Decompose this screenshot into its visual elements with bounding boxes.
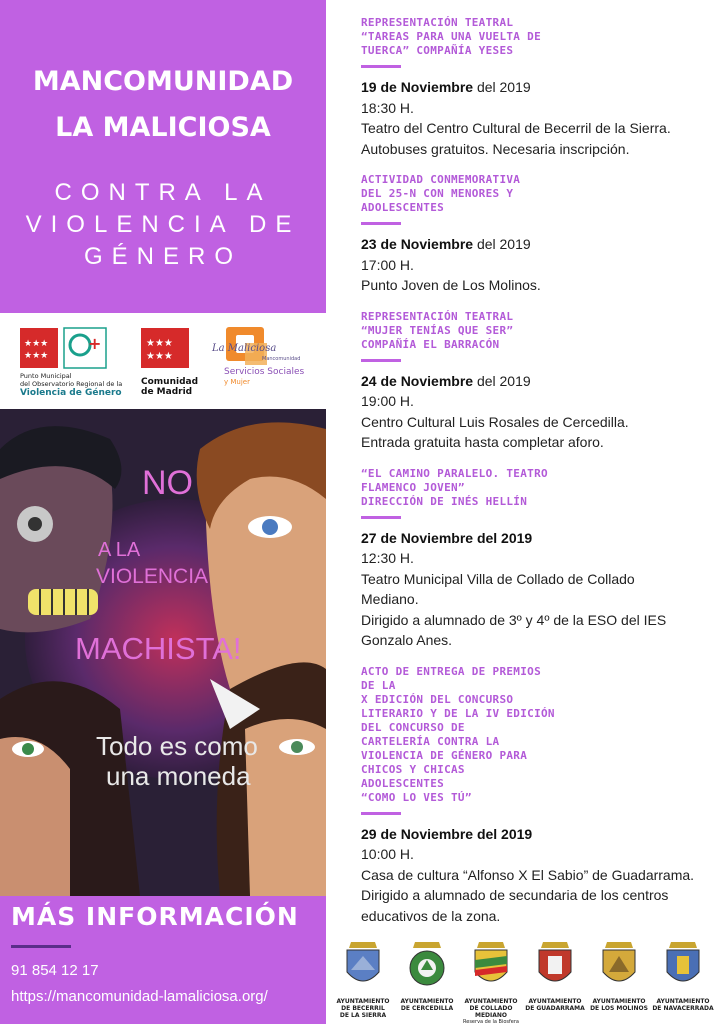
poster-violencia: VIOLENCIA	[96, 565, 209, 588]
crest-label-line1: AYUNTAMIENTO	[464, 998, 518, 1005]
event-title: REPRESENTACIÓN TEATRAL “MUJER TENÍAS QUE SER” COMPAÑÍA EL BARRACÓN	[361, 309, 514, 351]
maliciosa-services	[224, 367, 304, 387]
event-date	[361, 824, 713, 845]
poster-machista: MACHISTA!	[75, 631, 242, 666]
crest-label-line2: DE LOS MOLINOS	[590, 1005, 648, 1012]
crest-label-line3: DE LA SIERRA	[339, 1012, 387, 1019]
event-line: Teatro del Centro Cultural de Becerril de la Sierra.	[361, 120, 671, 136]
event-date	[361, 77, 713, 98]
crest-collado-mediano-icon	[469, 936, 513, 992]
event-date	[361, 234, 713, 255]
municipality-crests	[332, 936, 724, 1024]
contact-phone[interactable]: 91 854 12 17	[11, 962, 99, 979]
maliciosa-services1: Servicios Sociales	[224, 367, 305, 377]
event-date-bold: 27 de Noviembre del 2019	[361, 529, 533, 546]
crest-guadarrama	[524, 936, 586, 1012]
event-line: 12:30 H.	[361, 550, 414, 566]
maliciosa-services2: y Mujer	[224, 378, 250, 386]
event-line: 19:00 H.	[361, 393, 414, 409]
event-date-bold: 29 de Noviembre del 2019	[361, 825, 533, 842]
event-date-rest: del 2019	[473, 236, 531, 252]
org-title-line1: MANCOMUNIDAD	[32, 66, 294, 97]
svg-text:+: +	[88, 334, 102, 353]
crest-label	[396, 998, 458, 1012]
event-line: Mediano.	[361, 591, 419, 607]
event-divider	[361, 65, 401, 68]
svg-text:★★★: ★★★	[24, 339, 49, 349]
svg-text:★★★: ★★★	[24, 351, 49, 361]
event-details	[361, 528, 713, 651]
event-details	[361, 234, 713, 296]
event-details	[361, 824, 713, 927]
crest-navacerrada-icon	[661, 936, 705, 992]
event-date-bold: 23 de Noviembre	[361, 236, 474, 252]
madrid-line1: Comunidad	[141, 377, 199, 387]
event-date-bold: 24 de Noviembre	[361, 372, 474, 389]
crest-label	[332, 998, 394, 1019]
event-item	[361, 310, 713, 453]
crest-label-line2: DE CERCEDILLA	[400, 1005, 454, 1012]
crest-cercedilla-icon	[405, 936, 449, 992]
event-title: “EL CAMINO PARALELO. TEATRO FLAMENCO JOVEN” DIRECCIÓN DE INÉS HELLÍN	[361, 466, 548, 508]
event-line: Casa de cultura “Alfonso X El Sabio” de Guadarrama.	[361, 866, 695, 883]
crest-label-line1: AYUNTAMIENTO	[592, 998, 646, 1005]
crest-label-line2: DE BECERRIL	[341, 1005, 385, 1012]
event-line: Autobuses gratuitos. Necesaria inscripción.	[361, 140, 630, 157]
madrid-line2: de Madrid	[141, 387, 193, 397]
event-item	[361, 665, 713, 927]
event-line: educativos de la zona.	[361, 907, 501, 924]
event-item	[361, 173, 713, 296]
punto-municipal-logo	[20, 328, 106, 368]
event-line: 18:30 H.	[361, 99, 414, 116]
event-line: Dirigido a alumnado de 3º y 4º de la ESO del IES	[361, 611, 667, 628]
events-list	[361, 16, 713, 940]
contact-title: MÁS INFORMACIÓN	[11, 902, 299, 931]
crest-los-molinos	[588, 936, 650, 1012]
crest-collado-mediano	[460, 936, 522, 1026]
poster-todo: Todo es como	[96, 731, 258, 761]
event-line: Teatro Municipal Villa de Collado de Collado	[361, 570, 635, 587]
comunidad-madrid-logo	[141, 328, 189, 368]
crest-label	[652, 998, 714, 1012]
campaign-line2: VIOLENCIA DE	[25, 211, 301, 238]
crest-navacerrada	[652, 936, 714, 1012]
svg-text:★★★: ★★★	[146, 338, 173, 349]
poster-no: NO	[142, 464, 193, 502]
crest-label-line1: AYUNTAMIENTO	[336, 998, 390, 1005]
event-line: Dirigido a alumnado de secundaria de los centros	[361, 887, 669, 903]
punto-line2: del Observatorio Regional de la	[20, 379, 123, 388]
event-date	[361, 528, 713, 549]
sponsor-logos	[0, 313, 326, 409]
event-line: Punto Joven de Los Molinos.	[361, 277, 541, 293]
crest-label-line1: AYUNTAMIENTO	[656, 998, 710, 1005]
event-divider	[361, 359, 401, 362]
madrid-text	[141, 377, 198, 397]
crest-los-molinos-icon	[597, 936, 641, 992]
event-line: 17:00 H.	[361, 256, 414, 273]
org-title-line2: LA MALICIOSA	[55, 112, 271, 143]
crest-label-line2: DE NAVACERRADA	[652, 1005, 714, 1012]
crest-label-line3: Reserva de la Biosfera	[463, 1019, 519, 1025]
crest-label	[524, 998, 586, 1012]
punto-line3: Violencia de Género	[20, 388, 122, 398]
punto-text	[20, 373, 122, 399]
event-date-bold: 19 de Noviembre	[361, 79, 474, 95]
poster-artwork	[0, 409, 326, 896]
crest-label-line2: DE GUADARRAMA	[525, 1005, 585, 1012]
event-line: 10:00 H.	[361, 846, 414, 862]
crest-cercedilla	[396, 936, 458, 1012]
event-item	[361, 16, 713, 159]
crest-label-line2: DE COLLADO MEDIANO	[469, 1005, 513, 1019]
event-date	[361, 371, 713, 392]
contact-divider	[11, 945, 71, 948]
event-title: ACTIVIDAD CONMEMORATIVA DEL 25-N CON MENORES Y ADOLESCENTES	[361, 173, 521, 214]
event-line: Gonzalo Anes.	[361, 632, 453, 648]
crest-label	[460, 998, 522, 1026]
poster-moneda: una moneda	[106, 761, 251, 791]
event-details	[361, 371, 713, 453]
campaign-line1: CONTRA LA	[54, 179, 272, 206]
event-date-rest: del 2019	[473, 79, 531, 95]
crest-guadarrama-icon	[533, 936, 577, 992]
crest-label	[588, 998, 650, 1012]
crest-becerril-icon	[341, 936, 385, 992]
event-divider	[361, 516, 401, 519]
contact-url-link[interactable]: https://mancomunidad-lamaliciosa.org/	[11, 988, 268, 1005]
event-line: Entrada gratuita hasta completar aforo.	[361, 434, 604, 450]
campaign-line3: GÉNERO	[83, 243, 242, 270]
event-divider	[361, 812, 401, 815]
punto-line1: Punto Municipal	[20, 372, 72, 380]
event-item	[361, 467, 713, 651]
event-line: Centro Cultural Luis Rosales de Cercedilla.	[361, 413, 629, 430]
crest-becerril	[332, 936, 394, 1019]
event-details	[361, 77, 713, 159]
event-divider	[361, 222, 401, 225]
maliciosa-sub: Mancomunidad	[262, 356, 301, 362]
svg-text:★★★: ★★★	[146, 351, 173, 362]
event-date-rest: del 2019	[473, 372, 531, 389]
event-title: REPRESENTACIÓN TEATRAL “TAREAS PARA UNA VUELTA DE TUERCA” COMPAÑÍA YESES	[361, 16, 541, 57]
event-title: ACTO DE ENTREGA DE PREMIOS DE LA X EDICIÓN DEL CONCURSO LITERARIO Y DE LA IV EDICIÓN DEL CONCURSO DE CARTELERÍA CONTRA LA VIOLENCIA DE GÉNERO PARA CHICOS Y CHICAS ADOLESCENTES “COMO LO VES TÚ”	[361, 664, 555, 804]
maliciosa-name: La Maliciosa	[212, 343, 277, 354]
crest-label-line1: AYUNTAMIENTO	[528, 998, 582, 1005]
poster-a-la: A LA	[98, 539, 141, 561]
crest-label-line1: AYUNTAMIENTO	[400, 998, 454, 1005]
